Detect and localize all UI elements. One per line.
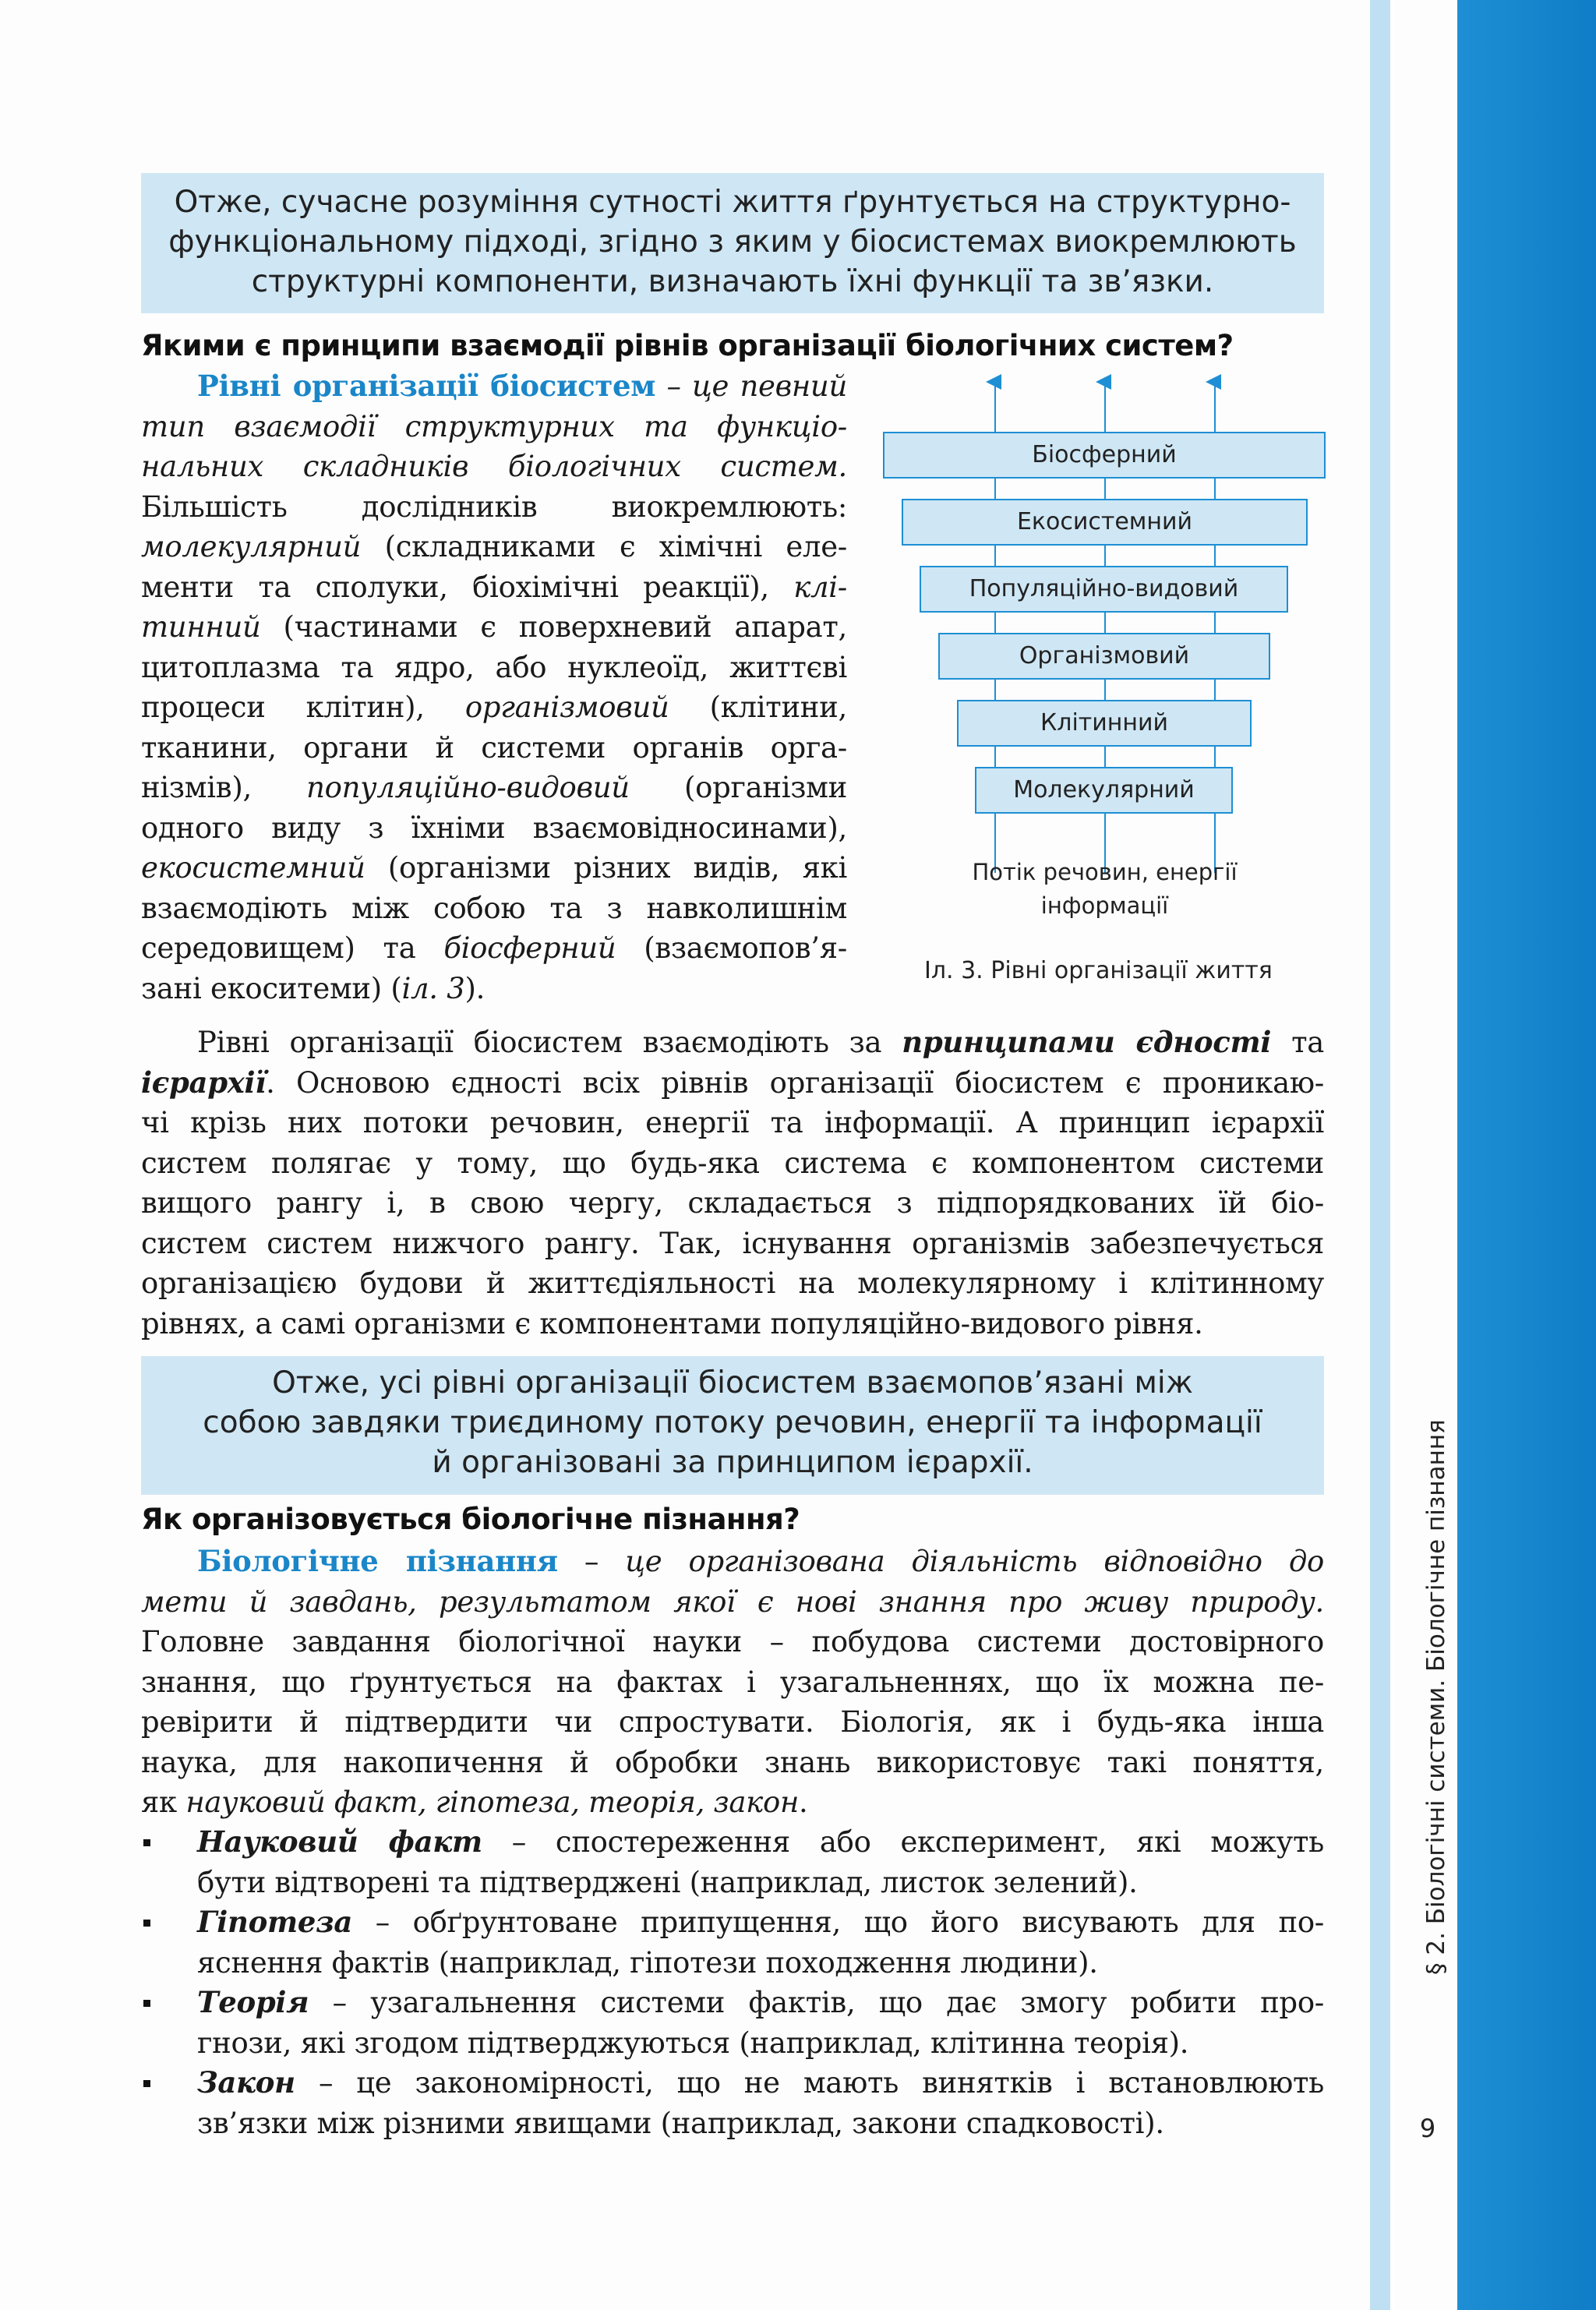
section-heading-2: Як організовується біологічне пізнання? bbox=[141, 1503, 800, 1536]
text-line: молекулярний (складниками є хімічні еле- bbox=[141, 530, 847, 563]
section-label-text: § 2. Біологічні системи. Біологічне пізнання bbox=[1422, 1419, 1450, 1975]
levels-diagram bbox=[857, 366, 1340, 1005]
text-line: Рівні організації біосистем взаємодіють за принципами єдності та bbox=[197, 1025, 1325, 1059]
text-line: систем полягає у тому, що будь-яка система є компонентом системи bbox=[141, 1146, 1324, 1180]
term-knowledge: Біологічне пізнання bbox=[197, 1544, 558, 1578]
text-line: менти та сполуки, біохімічні реакції), клі- bbox=[141, 570, 847, 604]
summary-line: Отже, усі рівні організації біосистем взаємопов’язані між bbox=[272, 1365, 1193, 1400]
text-line: екосистемний (організми різних видів, які bbox=[141, 851, 847, 885]
sidebar-blue-bar bbox=[1457, 0, 1596, 2310]
text-line: чі крізь них потоки речовин, енергії та інформації. А принцип ієрархії bbox=[141, 1106, 1324, 1139]
text-line: знання, що ґрунтується на фактах і узагальненнях, що їх можна пе- bbox=[141, 1665, 1324, 1699]
concept-list bbox=[141, 1822, 1324, 2143]
text-line: наука, для накопичення й обробки знань використовує такі поняття, bbox=[141, 1745, 1324, 1779]
summary-box-1 bbox=[141, 173, 1324, 313]
bullet-icon bbox=[143, 1920, 150, 1927]
summary-line: структурні компоненти, визначають їхні функції та зв’язки. bbox=[251, 264, 1214, 299]
text-line: Біологічне пізнання – це організована діяльність відповідно до bbox=[197, 1544, 1325, 1578]
text-line: зані екоситеми) (іл. 3). bbox=[141, 971, 486, 1005]
list-item: Гіпотеза – обґрунтоване припущення, що його висувають для по- яснення фактів (наприклад, гіпотези походження людини). bbox=[141, 1902, 1324, 1983]
level-biosphere: Біосферний bbox=[883, 432, 1326, 479]
sidebar-gap bbox=[1390, 0, 1395, 2310]
principles-paragraph bbox=[141, 1023, 1324, 1344]
list-item: Закон – це закономірності, що не мають винятків і встановлюють зв’язки між різними явищами (наприклад, закони спадковості). bbox=[141, 2063, 1324, 2143]
level-population-species: Популяційно-видовий bbox=[920, 566, 1288, 613]
text-line: ієрархії. Основою єдності всіх рівнів організації біосистем є проникаю- bbox=[141, 1065, 1324, 1100]
text-line: мети й завдань, результатом якої є нові знання про живу природу. bbox=[141, 1584, 1324, 1619]
text-line: процеси клітин), організмовий (клітини, bbox=[141, 691, 847, 724]
text-line: тинний (частинами є поверхневий апарат, bbox=[141, 610, 847, 644]
summary-line: функціональному підході, згідно з яким у біосистемах виокремлюють bbox=[168, 224, 1297, 260]
knowledge-paragraph bbox=[141, 1542, 1324, 1823]
text-line: одного виду з їхніми взаємовідносинами), bbox=[141, 811, 847, 845]
bullet-icon bbox=[143, 2080, 150, 2087]
text-line: вищого рангу і, в свою чергу, складається з підпорядкованих їй біо- bbox=[141, 1186, 1324, 1220]
term-levels: Рівні організації біосистем bbox=[197, 369, 656, 403]
list-item: Науковий факт – спостереження або експеримент, які можуть бути відтворені та підтверджені (наприклад, листок зелений). bbox=[141, 1822, 1324, 1902]
section1-paragraph bbox=[141, 366, 847, 1008]
text-line: взаємодіють між собою та з навколишнім bbox=[141, 891, 847, 925]
summary-line: собою завдяки триєдиному потоку речовин, енергії та інформації bbox=[203, 1405, 1262, 1440]
page-number: 9 bbox=[1419, 2114, 1436, 2143]
text-line: тип взаємодії структурних та функціо- bbox=[141, 409, 847, 443]
level-ecosystem: Екосистемний bbox=[902, 499, 1308, 546]
bullet-icon bbox=[143, 1839, 150, 1846]
sidebar-light-strip bbox=[1370, 0, 1390, 2310]
text-line: середовищем) та біосферний (взаємопов’я- bbox=[141, 931, 847, 965]
summary-line: Отже, сучасне розуміння сутності життя ґрунтується на структурно- bbox=[174, 185, 1291, 220]
section-heading-1: Якими є принципи взаємодії рівнів організації біологічних систем? bbox=[141, 329, 1234, 362]
text-line: Головне завдання біологічної науки – побудова системи достовірного bbox=[141, 1625, 1324, 1658]
text-line: систем систем нижчого рангу. Так, існування організмів забезпечується bbox=[141, 1226, 1324, 1260]
section-label-vertical bbox=[1422, 55, 1453, 1975]
text-line: організацією будови й життєдіяльності на молекулярному і клітинному bbox=[141, 1266, 1324, 1300]
level-organism: Організмовий bbox=[938, 633, 1270, 680]
text-line: нальних складників біологічних систем. bbox=[141, 450, 847, 483]
list-item: Теорія – узагальнення системи фактів, що дає змогу робити про- гнози, які згодом підтверджуються (наприклад, клітинна теорія). bbox=[141, 1983, 1324, 2063]
level-cellular: Клітинний bbox=[957, 700, 1252, 747]
text-line: тканини, органи й системи органів орга- bbox=[141, 730, 847, 765]
text-line: нізмів), популяційно-видовий (організми bbox=[141, 771, 847, 804]
text-line: ревірити й підтвердити чи спростувати. Біологія, як і будь-яка інша bbox=[141, 1705, 1324, 1739]
text-line: як науковий факт, гіпотеза, теорія, закон. bbox=[141, 1785, 808, 1819]
flow-caption: Потік речовин, енергії інформації bbox=[972, 859, 1238, 919]
text-line: Рівні організації біосистем – це певний bbox=[197, 369, 847, 403]
text-line: Більшість дослідників виокремлюють: bbox=[141, 489, 847, 524]
summary-line: й організовані за принципом ієрархії. bbox=[432, 1445, 1033, 1480]
level-molecular: Молекулярний bbox=[975, 767, 1233, 814]
bullet-icon bbox=[143, 2000, 150, 2007]
summary-box-2 bbox=[141, 1356, 1324, 1495]
figure-caption: Іл. 3. Рівні організації життя bbox=[924, 957, 1273, 984]
text-line: рівнях, а самі організми є компонентами популяційно-видового рівня. bbox=[141, 1306, 1203, 1340]
text-line: цитоплазма та ядро, або нуклеоїд, життєві bbox=[141, 650, 847, 684]
